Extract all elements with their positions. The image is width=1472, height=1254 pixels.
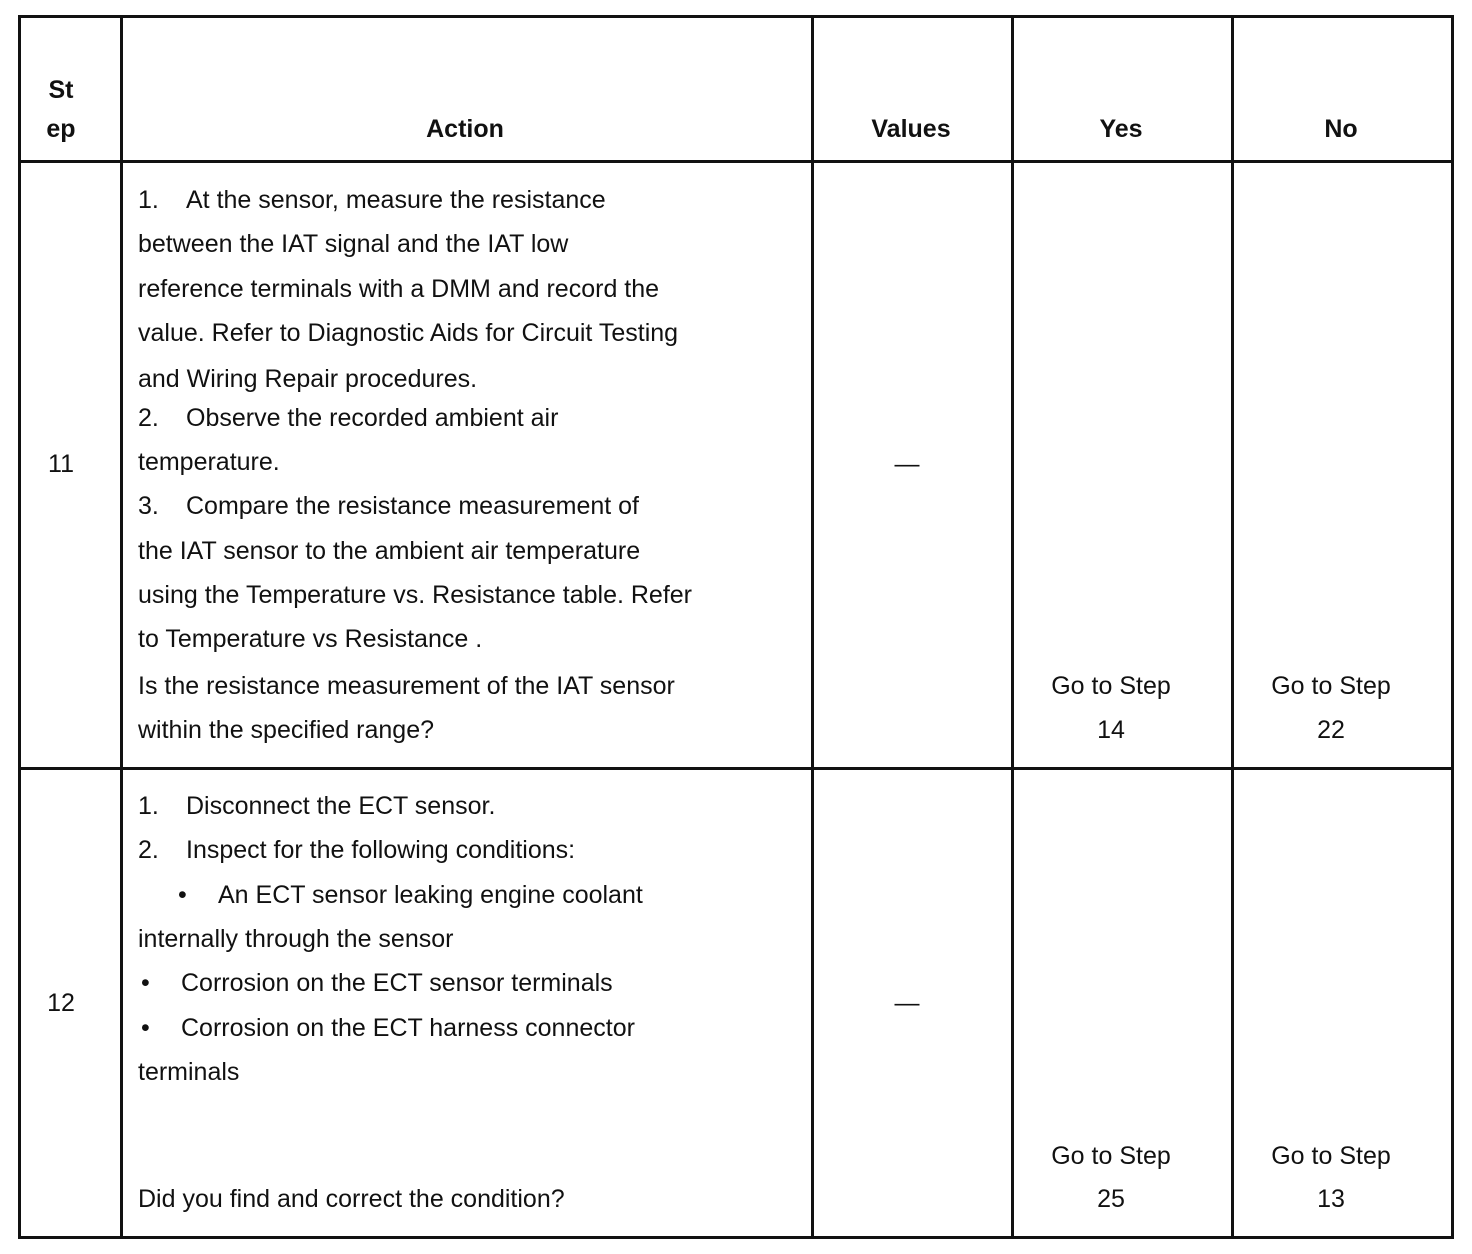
list-number: 1. xyxy=(138,792,159,820)
action-line: reference terminals with a DMM and record the xyxy=(138,275,660,303)
bullet-text: An ECT sensor leaking engine coolant xyxy=(218,881,643,909)
header-values: Values xyxy=(871,115,951,143)
action-line xyxy=(138,784,495,829)
action-text: Inspect for the following conditions: xyxy=(186,836,576,864)
column-divider xyxy=(120,18,123,1236)
action-line: using the Temperature vs. Resistance table. Refer xyxy=(138,581,692,609)
bullet-line xyxy=(178,873,643,918)
column-divider xyxy=(1231,18,1234,1236)
action-text: At the sensor, measure the resistance xyxy=(186,186,606,214)
action-line: the IAT sensor to the ambient air temperature xyxy=(138,537,641,565)
header-step-line1: St xyxy=(48,76,74,104)
action-line: temperature. xyxy=(138,448,280,476)
yes-goto-step: 14 xyxy=(1097,716,1125,744)
header-step-line2: ep xyxy=(46,115,76,143)
list-number: 1. xyxy=(138,186,159,214)
action-text: Observe the recorded ambient air xyxy=(186,404,559,432)
action-line xyxy=(138,828,575,873)
header-action: Action xyxy=(426,115,504,143)
action-line: between the IAT signal and the IAT low xyxy=(138,230,569,258)
row-divider xyxy=(21,767,1454,770)
question-line: Is the resistance measurement of the IAT sensor xyxy=(138,672,675,700)
bullet-icon: • xyxy=(141,969,150,997)
action-line: and Wiring Repair procedures. xyxy=(138,365,478,393)
column-divider xyxy=(1451,18,1454,1236)
bullet-text: Corrosion on the ECT harness connector xyxy=(181,1014,635,1042)
bullet-icon: • xyxy=(141,1014,150,1042)
action-line xyxy=(138,484,639,529)
action-line: value. Refer to Diagnostic Aids for Circuit Testing xyxy=(138,319,679,347)
question-line: Did you find and correct the condition? xyxy=(138,1185,565,1213)
list-number: 2. xyxy=(138,836,159,864)
step-number: 12 xyxy=(47,989,75,1017)
no-goto-step: 13 xyxy=(1317,1185,1345,1213)
action-text: Compare the resistance measurement of xyxy=(186,492,639,520)
action-line: to Temperature vs Resistance . xyxy=(138,625,483,653)
values-cell: — xyxy=(894,989,920,1017)
action-line: internally through the sensor xyxy=(138,925,454,953)
no-goto-label: Go to Step xyxy=(1271,1142,1391,1170)
bullet-text: Corrosion on the ECT sensor terminals xyxy=(181,969,613,997)
no-goto-label: Go to Step xyxy=(1271,672,1391,700)
no-goto-step: 22 xyxy=(1317,716,1345,744)
header-yes: Yes xyxy=(1099,115,1143,143)
column-divider xyxy=(811,18,814,1236)
column-divider xyxy=(1011,18,1014,1236)
action-line: terminals xyxy=(138,1058,240,1086)
header-no: No xyxy=(1324,115,1358,143)
yes-goto-label: Go to Step xyxy=(1051,1142,1171,1170)
action-line xyxy=(138,396,558,441)
header-step xyxy=(21,71,101,149)
yes-goto-label: Go to Step xyxy=(1051,672,1171,700)
action-line xyxy=(138,178,606,223)
yes-goto-step: 25 xyxy=(1097,1185,1125,1213)
action-text: Disconnect the ECT sensor. xyxy=(186,792,496,820)
row-divider xyxy=(21,160,1454,163)
list-number: 3. xyxy=(138,492,159,520)
step-number: 11 xyxy=(48,450,74,478)
question-line: within the specified range? xyxy=(138,716,435,744)
values-cell: — xyxy=(894,450,920,478)
list-number: 2. xyxy=(138,404,159,432)
bullet-icon: • xyxy=(178,881,187,909)
bullet-line xyxy=(141,1006,635,1051)
bullet-line xyxy=(141,961,613,1006)
